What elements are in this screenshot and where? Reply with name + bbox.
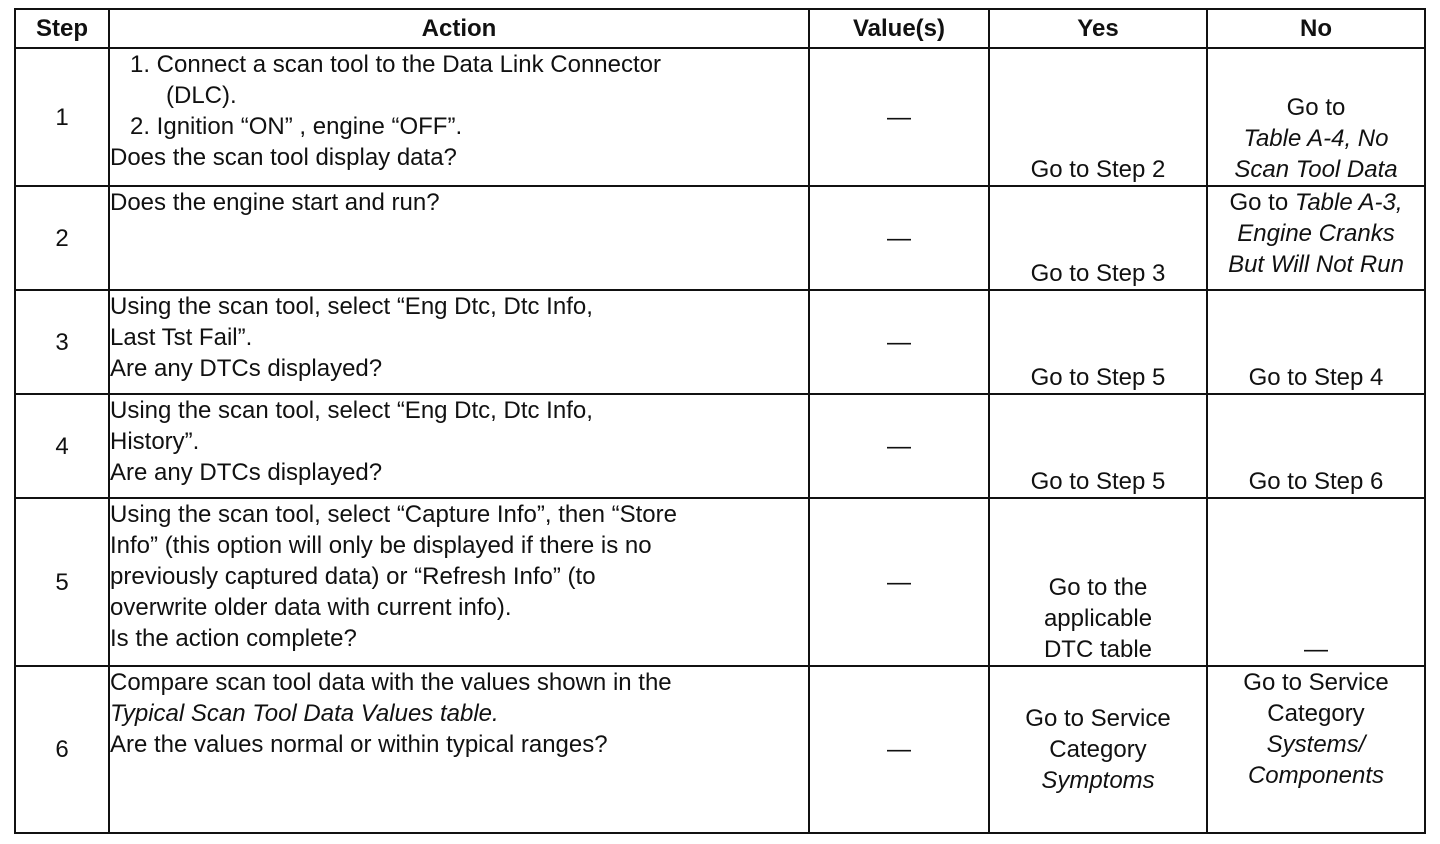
header-values: Value(s) bbox=[809, 9, 989, 48]
action-text: 1. Connect a scan tool to the Data Link Connector bbox=[130, 51, 661, 78]
no-text: Go to Service bbox=[1243, 669, 1389, 696]
action-question: Are the values normal or within typical ranges? bbox=[110, 731, 608, 758]
header-no: No bbox=[1207, 9, 1425, 48]
table-row bbox=[15, 48, 1425, 186]
action-question: Are any DTCs displayed? bbox=[110, 459, 383, 486]
action-cell bbox=[109, 498, 809, 666]
no-cell bbox=[1207, 186, 1425, 290]
action-text: 2. Ignition “ON” , engine “OFF”. bbox=[130, 113, 463, 140]
yes-text: Category bbox=[1049, 736, 1147, 763]
yes-cell: Go to Step 3 bbox=[989, 186, 1207, 290]
header-row bbox=[15, 9, 1425, 48]
no-text: Category bbox=[1267, 700, 1365, 727]
step-number: 3 bbox=[15, 290, 109, 394]
yes-text: Go to Service bbox=[1025, 705, 1171, 732]
yes-text: applicable bbox=[1043, 605, 1153, 632]
action-cell bbox=[109, 394, 809, 498]
table-reference: Table A-3, bbox=[1294, 189, 1403, 216]
action-text: History”. bbox=[110, 428, 200, 455]
no-text: Go to bbox=[1229, 189, 1295, 216]
action-cell bbox=[109, 666, 809, 833]
yes-cell bbox=[989, 666, 1207, 833]
step-number: 2 bbox=[15, 186, 109, 290]
action-text: Info” (this option will only be displayed if there is no bbox=[110, 532, 652, 559]
table-reference: Engine Cranks bbox=[1237, 220, 1395, 247]
header-yes: Yes bbox=[989, 9, 1207, 48]
yes-cell: Go to Step 5 bbox=[989, 394, 1207, 498]
step-number: 5 bbox=[15, 498, 109, 666]
step-number: 6 bbox=[15, 666, 109, 833]
action-cell bbox=[109, 48, 809, 186]
no-cell: Go to Step 4 bbox=[1207, 290, 1425, 394]
action-text: overwrite older data with current info). bbox=[110, 594, 512, 621]
yes-reference: Symptoms bbox=[1041, 767, 1155, 794]
action-text: previously captured data) or “Refresh Info” (to bbox=[110, 563, 596, 590]
action-cell bbox=[109, 186, 809, 290]
table-reference: Typical Scan Tool Data Values table. bbox=[110, 700, 499, 727]
action-text: Using the scan tool, select “Eng Dtc, Dtc Info, bbox=[110, 397, 593, 424]
table-row bbox=[15, 186, 1425, 290]
action-text: Last Tst Fail”. bbox=[110, 324, 253, 351]
table-row bbox=[15, 666, 1425, 833]
action-text: (DLC). bbox=[166, 82, 237, 109]
no-cell: Go to Step 6 bbox=[1207, 394, 1425, 498]
table-reference: Scan Tool Data bbox=[1234, 156, 1398, 183]
value-cell: — bbox=[809, 394, 989, 498]
action-text: Using the scan tool, select “Capture Info”, then “Store bbox=[110, 501, 677, 528]
value-cell: — bbox=[809, 290, 989, 394]
action-cell bbox=[109, 290, 809, 394]
action-question: Does the scan tool display data? bbox=[110, 144, 457, 171]
table-reference: But Will Not Run bbox=[1228, 251, 1404, 278]
value-cell: — bbox=[809, 48, 989, 186]
yes-cell: Go to Step 2 bbox=[989, 48, 1207, 186]
no-reference: Components bbox=[1247, 762, 1385, 789]
diagnostic-table bbox=[14, 8, 1426, 834]
yes-text: DTC table bbox=[1043, 636, 1153, 663]
action-text: Compare scan tool data with the values shown in the bbox=[110, 669, 672, 696]
no-cell bbox=[1207, 48, 1425, 186]
value-cell: — bbox=[809, 186, 989, 290]
yes-text: Go to the bbox=[1048, 574, 1148, 601]
header-action: Action bbox=[109, 9, 809, 48]
action-question: Is the action complete? bbox=[110, 625, 357, 652]
no-cell bbox=[1207, 666, 1425, 833]
action-question: Are any DTCs displayed? bbox=[110, 355, 383, 382]
no-cell: — bbox=[1207, 498, 1425, 666]
table-row bbox=[15, 290, 1425, 394]
action-text: Using the scan tool, select “Eng Dtc, Dtc Info, bbox=[110, 293, 593, 320]
table-row bbox=[15, 498, 1425, 666]
table-reference: Table A-4, No bbox=[1243, 125, 1389, 152]
header-step: Step bbox=[15, 9, 109, 48]
step-number: 1 bbox=[15, 48, 109, 186]
table-row bbox=[15, 394, 1425, 498]
value-cell: — bbox=[809, 498, 989, 666]
no-reference: Systems/ bbox=[1266, 731, 1366, 758]
action-question: Does the engine start and run? bbox=[110, 189, 440, 216]
yes-cell: Go to Step 5 bbox=[989, 290, 1207, 394]
no-text: Go to bbox=[1286, 94, 1346, 121]
yes-cell bbox=[989, 498, 1207, 666]
step-number: 4 bbox=[15, 394, 109, 498]
value-cell: — bbox=[809, 666, 989, 833]
